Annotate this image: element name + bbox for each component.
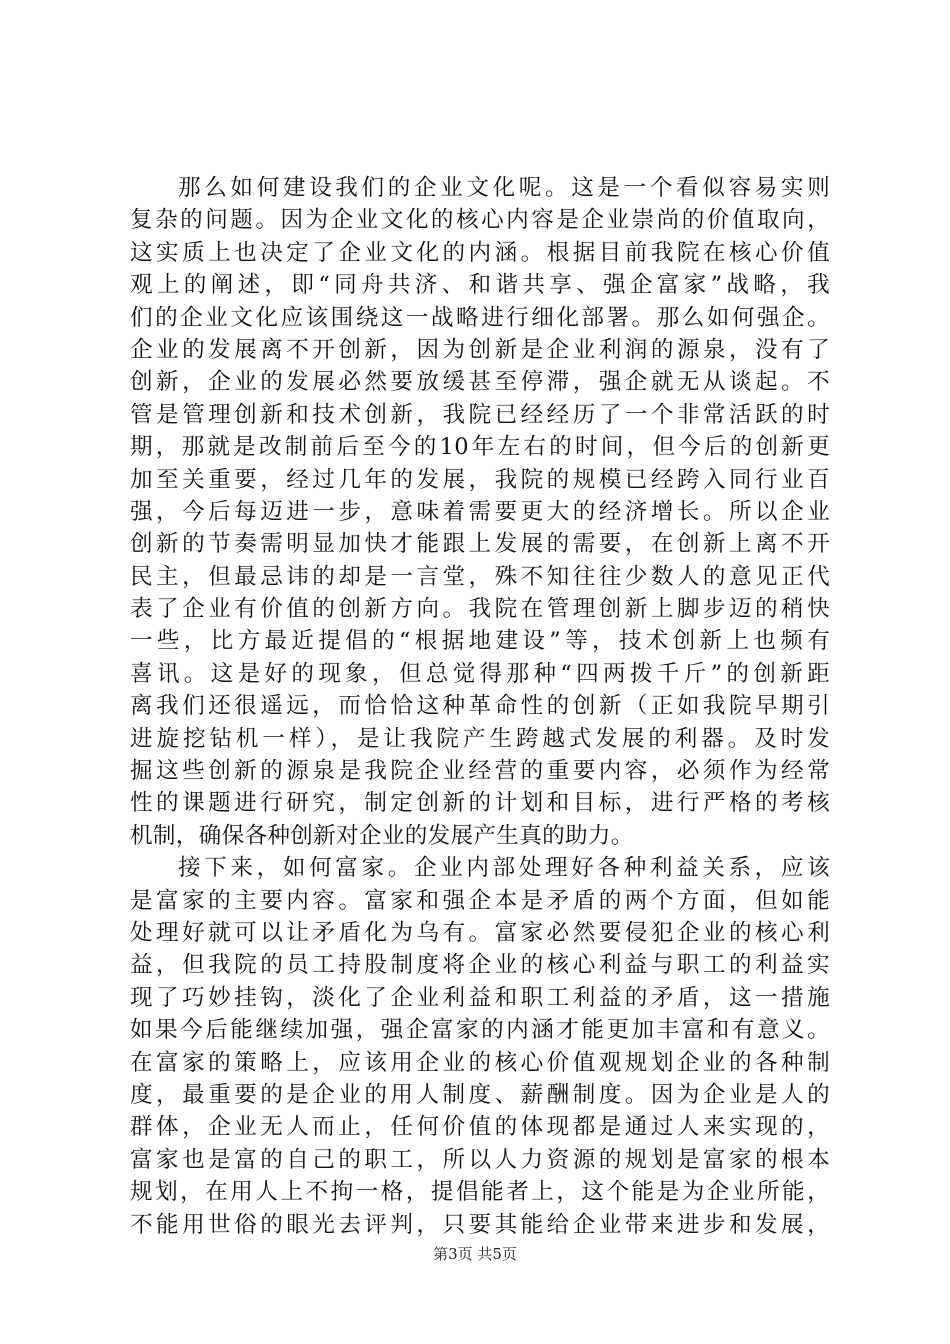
paragraph-1-line-13: 民主，但最忌讳的却是一言堂，殊不知往往少数人的意见正代 bbox=[130, 563, 830, 590]
paragraph-2-line-11: 规划，在用人上不拘一格，提倡能者上，这个能是为企业所能， bbox=[130, 1179, 830, 1206]
paragraph-1-line-5: 们的企业文化应该围绕这一战略进行细化部署。那么如何强企。 bbox=[130, 304, 830, 331]
paragraph-1-line-10: 加至关重要，经过几年的发展，我院的规模已经跨入同行业百 bbox=[130, 466, 830, 493]
paragraph-1-line-16: 喜讯。这是好的现象，但总觉得那种“四两拨千斤”的创新距 bbox=[130, 660, 830, 687]
paragraph-2-line-12: 不能用世俗的眼光去评判，只要其能给企业带来进步和发展， bbox=[130, 1211, 830, 1238]
paragraph-2-line-5: 现了巧妙挂钩，淡化了企业利益和职工利益的矛盾，这一措施 bbox=[130, 984, 830, 1011]
paragraph-1-line-14: 表了企业有价值的创新方向。我院在管理创新上脚步迈的稍快 bbox=[130, 596, 830, 623]
paragraph-1-line-11: 强，今后每迈进一步，意味着需要更大的经济增长。所以企业 bbox=[130, 498, 830, 525]
paragraph-2-line-7: 在富家的策略上，应该用企业的核心价值观规划企业的各种制 bbox=[130, 1049, 830, 1076]
paragraph-1-line-15: 一些，比方最近提倡的“根据地建设”等，技术创新上也频有 bbox=[130, 628, 830, 655]
paragraph-2-line-6: 如果今后能继续加强，强企富家的内涵才能更加丰富和有意义。 bbox=[130, 1017, 830, 1044]
paragraph-1-line-19: 掘这些创新的源泉是我院企业经营的重要内容，必须作为经常 bbox=[130, 758, 830, 785]
paragraph-2-line-8: 度，最重要的是企业的用人制度、薪酬制度。因为企业是人的 bbox=[130, 1081, 830, 1108]
paragraph-1-line-9: 期，那就是改制前后至今的10年左右的时间，但今后的创新更 bbox=[130, 434, 830, 461]
paragraph-2-line-10: 富家也是富的自己的职工，所以人力资源的规划是富家的根本 bbox=[130, 1146, 830, 1173]
paragraph-1-line-6: 企业的发展离不开创新，因为创新是企业利润的源泉，没有了 bbox=[130, 336, 830, 363]
paragraph-1-line-20: 性的课题进行研究，制定创新的计划和目标，进行严格的考核 bbox=[130, 790, 830, 817]
paragraph-1 bbox=[130, 172, 830, 852]
paragraph-1-line-3: 这实质上也决定了企业文化的内涵。根据目前我院在核心价值 bbox=[130, 239, 830, 266]
paragraph-2-line-4: 益，但我院的员工持股制度将企业的核心利益与职工的利益实 bbox=[130, 952, 830, 979]
paragraph-2-line-9: 群体，企业无人而止，任何价值的体现都是通过人来实现的， bbox=[130, 1114, 830, 1141]
paragraph-1-line-18: 进旋挖钻机一样），是让我院产生跨越式发展的利器。及时发 bbox=[130, 725, 830, 752]
paragraph-1-line-12: 创新的节奏需明显加快才能跟上发展的需要，在创新上离不开 bbox=[130, 531, 830, 558]
paragraph-1-line-17: 离我们还很遥远，而恰恰这种革命性的创新（正如我院早期引 bbox=[130, 693, 830, 720]
paragraph-1-line-21: 机制，确保各种创新对企业的发展产生真的助力。 bbox=[130, 822, 634, 849]
paragraph-2 bbox=[130, 852, 830, 1241]
body-text bbox=[130, 172, 830, 1241]
paragraph-1-line-7: 创新，企业的发展必然要放缓甚至停滞，强企就无从谈起。不 bbox=[130, 369, 830, 396]
paragraph-2-line-1: 接下来，如何富家。企业内部处理好各种利益关系，应该 bbox=[178, 855, 830, 882]
paragraph-1-line-2: 复杂的问题。因为企业文化的核心内容是企业崇尚的价值取向， bbox=[130, 207, 830, 234]
paragraph-2-line-2: 是富家的主要内容。富家和强企本是矛盾的两个方面，但如能 bbox=[130, 887, 830, 914]
paragraph-1-line-4: 观上的阐述，即“同舟共济、和谐共享、强企富家”战略，我 bbox=[130, 272, 830, 299]
paragraph-1-line-8: 管是管理创新和技术创新，我院已经经历了一个非常活跃的时 bbox=[130, 401, 830, 428]
paragraph-2-line-3: 处理好就可以让矛盾化为乌有。富家必然要侵犯企业的核心利 bbox=[130, 919, 830, 946]
paragraph-1-line-1: 那么如何建设我们的企业文化呢。这是一个看似容易实则 bbox=[178, 175, 830, 201]
page-number-footer: 第3页 共5页 bbox=[433, 1245, 517, 1263]
